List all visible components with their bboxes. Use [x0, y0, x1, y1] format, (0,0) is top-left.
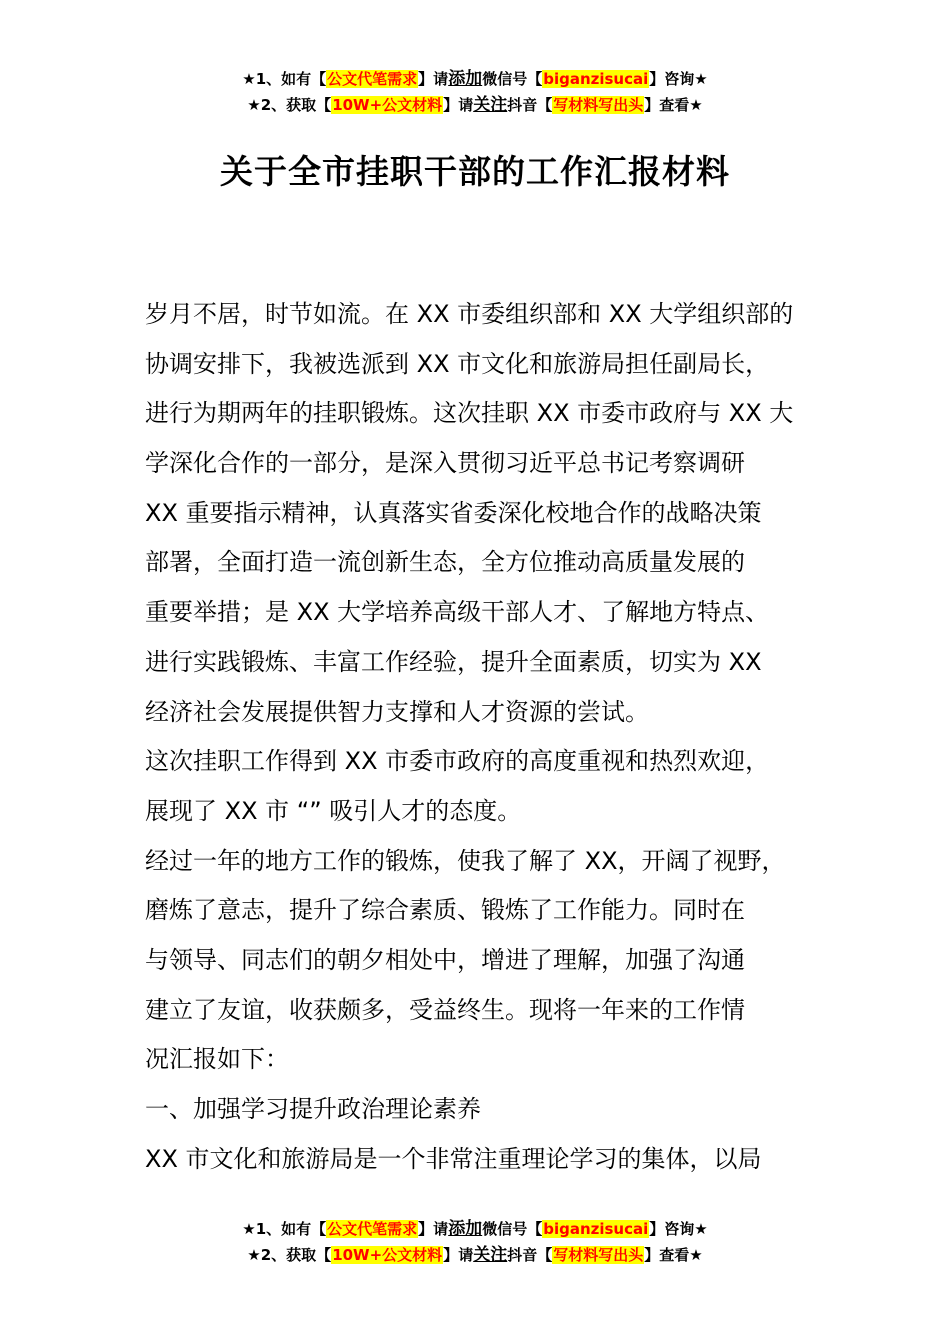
banner-line-1-suffix: 】咨询★ — [649, 70, 708, 88]
body-line: 这次挂职工作得到 XX 市委市政府的高度重视和热烈欢迎， — [145, 747, 770, 776]
footer-line-2-mid: 】请 — [443, 1246, 474, 1264]
body-line: 况汇报如下： — [145, 1045, 289, 1074]
footer-line-1-mid: 】请 — [418, 1220, 449, 1238]
footer-line-2-prefix: ★2、获取【 — [247, 1246, 332, 1264]
body-line: 与领导、同志们的朝夕相处中，增进了理解，加强了沟通 — [145, 945, 745, 974]
body-line: 经济社会发展提供智力支撑和人才资源的尝试。 — [145, 697, 649, 726]
banner-line-1-highlight-service: 公文代笔需求 — [327, 70, 418, 88]
banner-line-1 — [0, 66, 950, 92]
body-line: XX 市文化和旅游局是一个非常注重理论学习的集体，以局 — [145, 1144, 762, 1173]
banner-line-1-emphasis: 添加 — [448, 69, 483, 89]
body-line: XX 重要指示精神，认真落实省委深化校地合作的战略决策 — [145, 498, 762, 527]
footer-line-2-mid-2: 抖音【 — [507, 1246, 553, 1264]
banner-line-1-prefix: ★1、如有【 — [242, 70, 327, 88]
body-line: 磨炼了意志，提升了综合素质、锻炼了工作能力。同时在 — [145, 896, 745, 925]
document-body — [145, 290, 835, 1184]
footer-line-2-emphasis: 关注 — [473, 1245, 508, 1265]
footer-banner-line-1 — [0, 1216, 950, 1242]
banner-line-2-highlight-douyin: 写材料写出头 — [553, 96, 644, 114]
footer-line-2-suffix: 】查看★ — [644, 1246, 703, 1264]
footer-line-2-highlight-materials: 10W+公文材料 — [332, 1246, 443, 1264]
body-line: 进行实践锻炼、丰富工作经验，提升全面素质，切实为 XX — [145, 647, 762, 676]
footer-line-1-prefix: ★1、如有【 — [242, 1220, 327, 1238]
banner-line-1-mid-2: 微信号【 — [482, 70, 543, 88]
section-heading: 一、加强学习提升政治理论素养 — [145, 1095, 481, 1123]
banner-line-2 — [0, 92, 950, 118]
body-line: 部署，全面打造一流创新生态，全方位推动高质量发展的 — [145, 548, 745, 577]
footer-line-1-highlight-wechat: biganzisucai — [543, 1220, 649, 1238]
banner-line-1-highlight-wechat: biganzisucai — [543, 70, 649, 88]
footer-line-2-highlight-douyin: 写材料写出头 — [553, 1246, 644, 1264]
banner-line-2-prefix: ★2、获取【 — [247, 96, 332, 114]
body-line: 学深化合作的一部分，是深入贯彻习近平总书记考察调研 — [145, 449, 745, 478]
body-line: 岁月不居，时节如流。在 XX 市委组织部和 XX 大学组织部的 — [145, 300, 794, 328]
footer-line-1-mid-2: 微信号【 — [482, 1220, 543, 1238]
header-banner — [0, 66, 950, 118]
footer-banner — [0, 1216, 950, 1268]
banner-line-2-suffix: 】查看★ — [644, 96, 703, 114]
body-line: 展现了 XX 市 “” 吸引人才的态度。 — [145, 796, 522, 825]
footer-line-1-suffix: 】咨询★ — [649, 1220, 708, 1238]
banner-line-2-emphasis: 关注 — [473, 95, 508, 115]
body-line: 经过一年的地方工作的锻炼，使我了解了 XX，开阔了视野， — [145, 846, 786, 875]
document-title: 关于全市挂职干部的工作汇报材料 — [220, 152, 730, 191]
banner-line-2-mid: 】请 — [443, 96, 474, 114]
footer-line-1-emphasis: 添加 — [448, 1219, 483, 1239]
body-line: 进行为期两年的挂职锻炼。这次挂职 XX 市委市政府与 XX 大 — [145, 399, 794, 428]
footer-line-1-highlight-service: 公文代笔需求 — [327, 1220, 418, 1238]
body-line: 建立了友谊，收获颇多，受益终生。现将一年来的工作情 — [145, 995, 745, 1024]
banner-line-2-highlight-materials: 10W+公文材料 — [332, 96, 443, 114]
banner-line-2-mid-2: 抖音【 — [507, 96, 553, 114]
banner-line-1-mid: 】请 — [418, 70, 449, 88]
body-line: 重要举措；是 XX 大学培养高级干部人才、了解地方特点、 — [145, 598, 770, 627]
footer-banner-line-2 — [0, 1242, 950, 1268]
body-line: 协调安排下，我被选派到 XX 市文化和旅游局担任副局长， — [145, 349, 770, 378]
